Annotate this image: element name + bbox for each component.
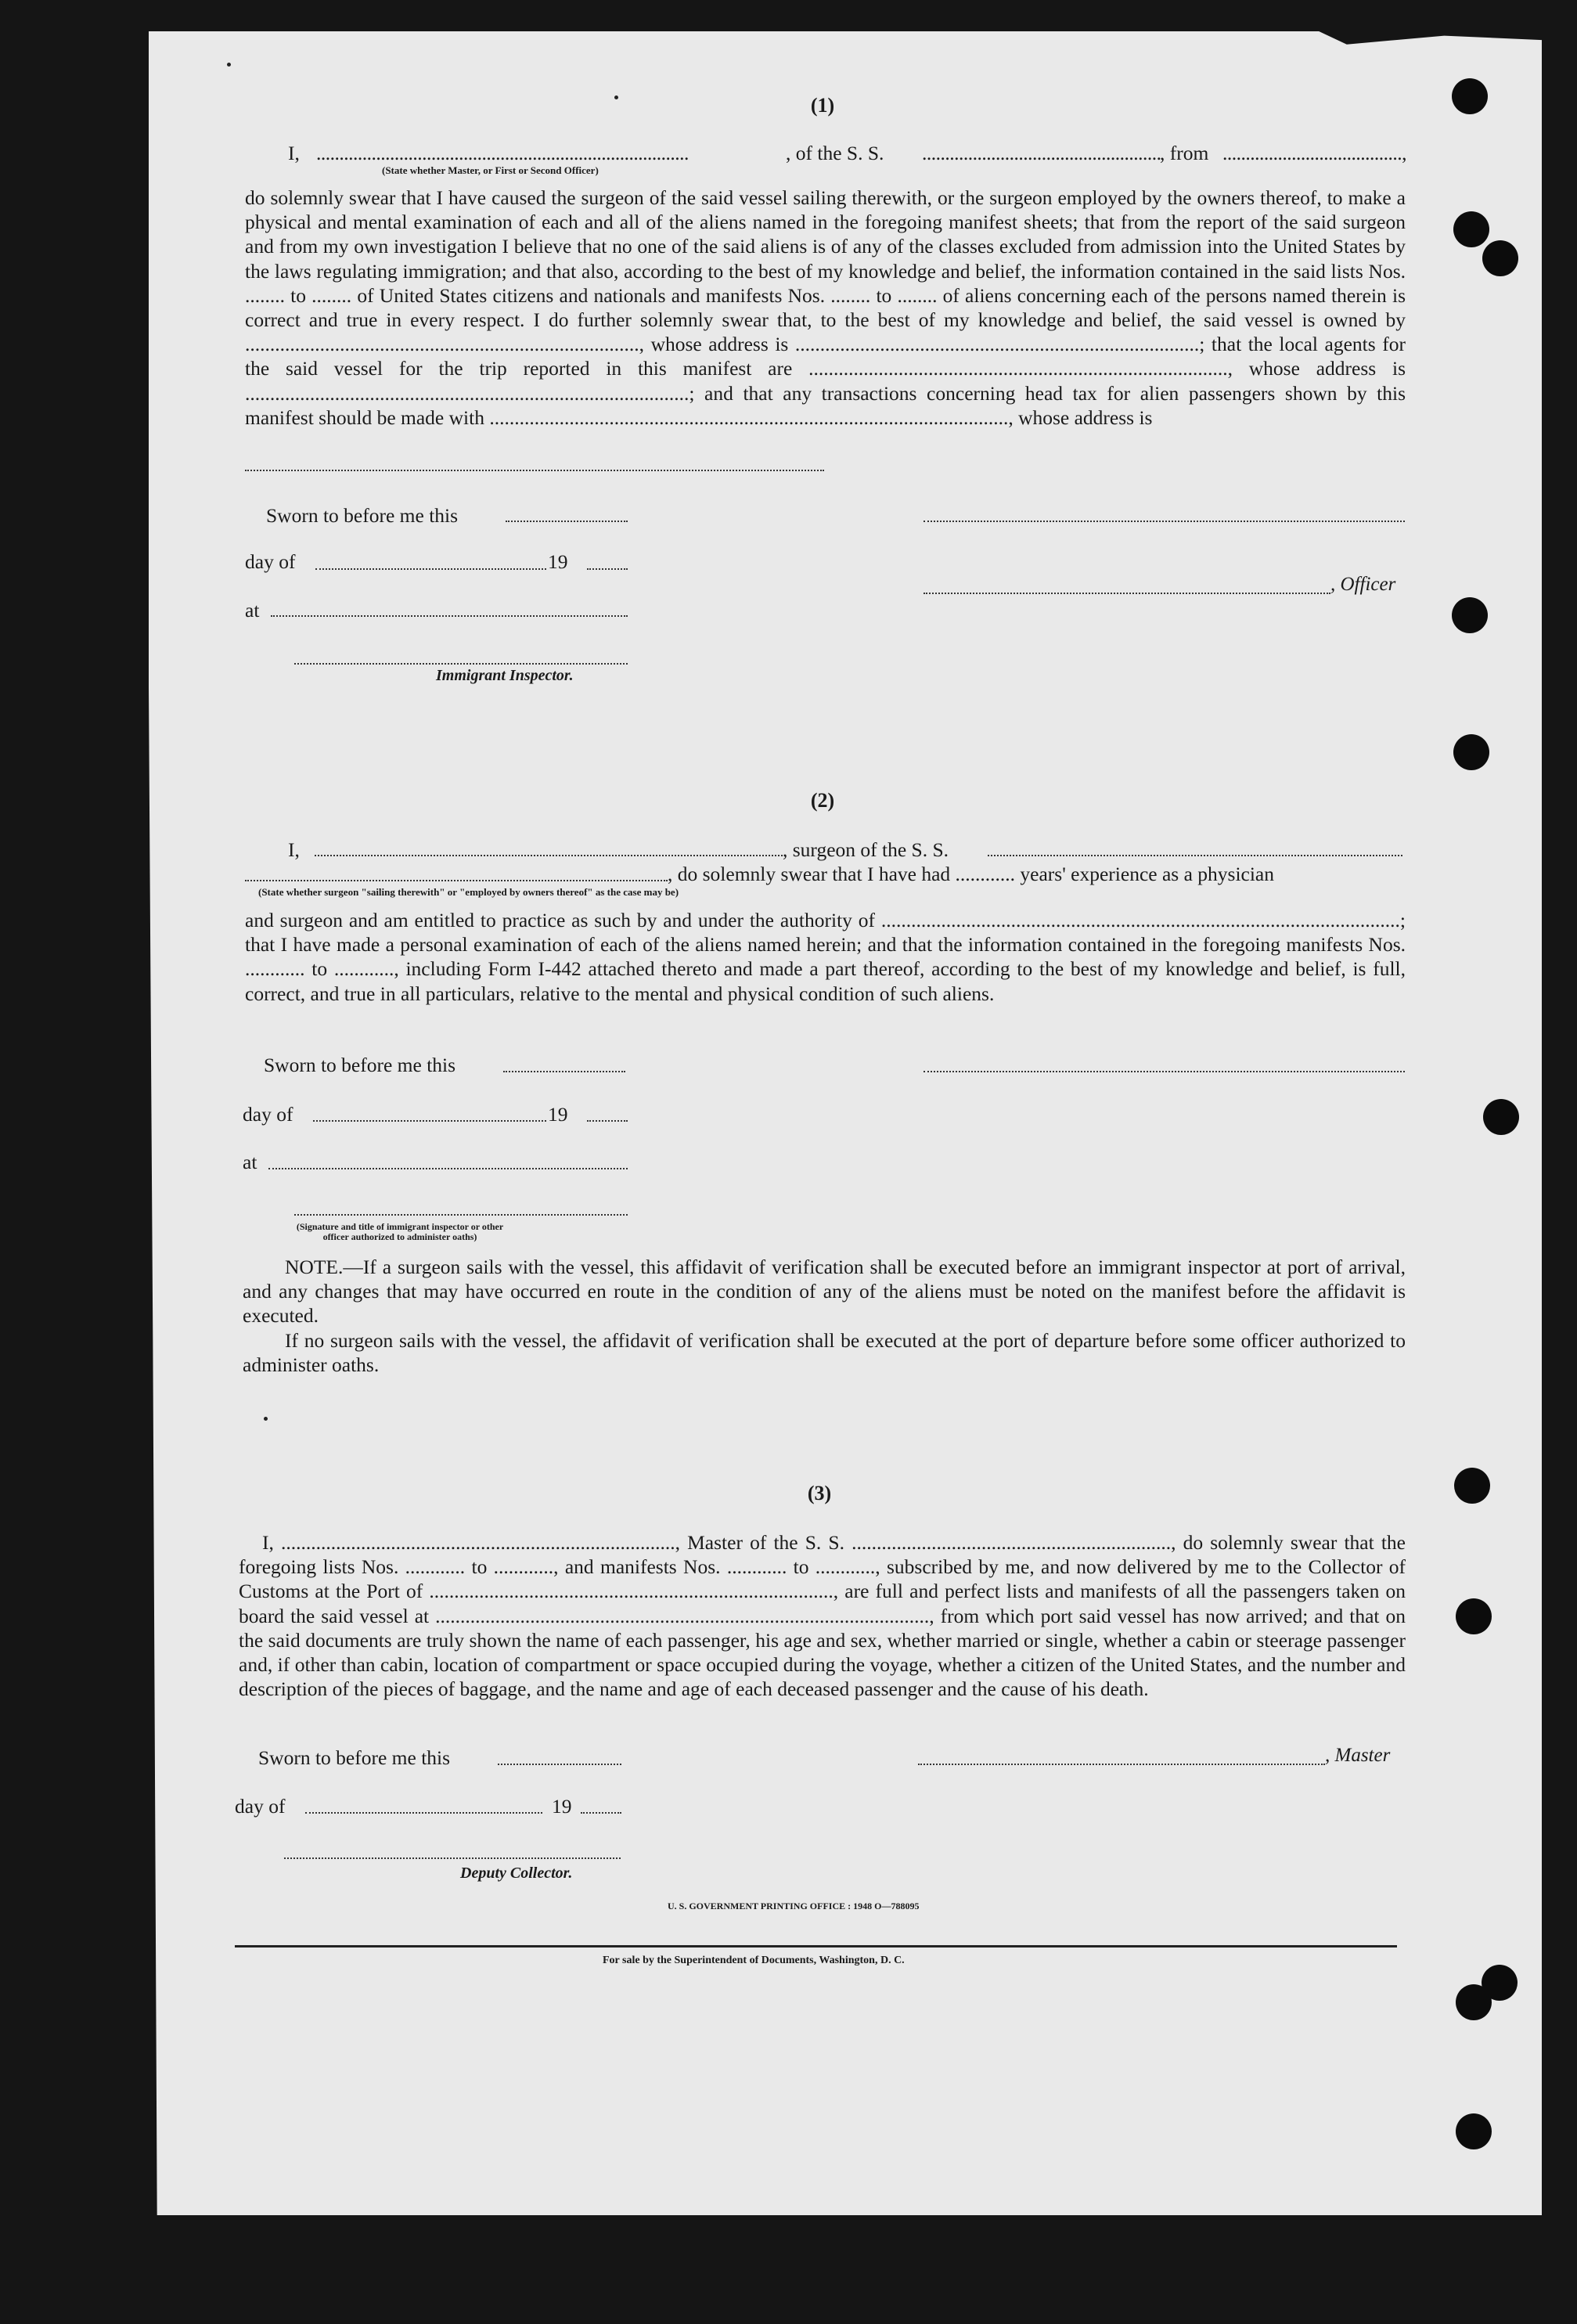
day-of-label-2: day of: [243, 1103, 293, 1126]
punch-hole: [1454, 1468, 1490, 1504]
sale-notice: For sale by the Superintendent of Documents, Washington, D. C.: [603, 1955, 905, 1966]
section-1-i: I,: [288, 142, 300, 164]
sworn-date-field-1[interactable]: [506, 521, 628, 522]
section-1-oath-text: [245, 186, 1406, 430]
section-3-number: (3): [807, 1482, 832, 1504]
surgeon-caption: (State whether surgeon "sailing therewith" or "employed by owners thereof" as the case may be): [258, 886, 679, 898]
note-paragraph-1: NOTE.—If a surgeon sails with the vessel, this affidavit of verification shall be executed before an immigrant inspector at port of arrival, and any changes that may have occurred en route in the condition of any of the aliens must be noted on the manifest before the affidavit is executed.: [243, 1256, 1406, 1328]
day-of-field-1[interactable]: [315, 568, 546, 570]
officer-name-field[interactable]: .................................................................................: [316, 142, 689, 164]
speck: [264, 1417, 268, 1421]
address-line[interactable]: [245, 470, 824, 471]
sworn-label-1: Sworn to before me this: [266, 504, 459, 527]
officer-caption: (State whether Master, or First or Second Officer): [382, 164, 599, 176]
section-2-number: (2): [810, 789, 835, 812]
section-2-i: I,: [288, 838, 300, 861]
year-label-3: 19: [552, 1795, 572, 1818]
surgeon-ship-field[interactable]: [988, 855, 1402, 856]
surgeon-type-field[interactable]: [245, 880, 668, 881]
section-2-body: and surgeon and am entitled to practice as such by and under the authority of ........................................................................................................; that I have made a personal examination of each of the aliens named herein; and that the information contained in the foregoing manifests Nos. ............ to ............, including Form I-442 attached thereto and made a part thereof, according to the best of my knowledge and belief, is full, correct, and true in all particulars, relative to the mental and physical condition of such aliens.: [245, 909, 1406, 1005]
year-label-1: 19: [548, 550, 568, 573]
punch-hole: [1483, 1099, 1519, 1135]
ship-name-field[interactable]: ....................................................: [922, 142, 1161, 164]
officer-label: , Officer: [1330, 574, 1396, 595]
sworn-date-field-3[interactable]: [498, 1764, 621, 1765]
punch-hole: [1482, 240, 1518, 276]
at-label-2: at: [243, 1151, 257, 1173]
punch-hole: [1452, 78, 1488, 114]
surgeon-signature-line[interactable]: [924, 1071, 1405, 1072]
year-label-2: 19: [548, 1103, 568, 1126]
punch-hole: [1453, 734, 1489, 770]
section-2-oath-text: [245, 908, 1406, 1006]
collector-signature-line[interactable]: [284, 1857, 621, 1859]
signature-title-caption: (Signature and title of immigrant inspector or other officer authorized to administer oaths): [296, 1221, 504, 1242]
note-paragraph-2: If no surgeon sails with the vessel, the affidavit of verification shall be executed at the port of departure before some officer authorized to administer oaths.: [243, 1328, 1406, 1376]
master-signature-line[interactable]: [918, 1764, 1325, 1765]
officer-title-line[interactable]: [924, 593, 1330, 594]
inspector-signature-line-2[interactable]: [294, 1214, 628, 1216]
surgeon-of-label: , surgeon of the S. S.: [783, 838, 949, 861]
punch-hole: [1456, 1984, 1492, 2020]
inspector-signature-line[interactable]: [294, 663, 628, 665]
day-of-label-3: day of: [235, 1795, 286, 1818]
sworn-label-2: Sworn to before me this: [264, 1054, 456, 1076]
surgeon-oath-line: , do solemnly swear that I have had ............ years' experience as a physician: [668, 863, 1274, 885]
printing-office-line: U. S. GOVERNMENT PRINTING OFFICE : 1948 O—788095: [668, 1901, 920, 1911]
speck: [614, 95, 618, 99]
section-3-body: I, ..............................................................................., Master of the S. S. ................................................................, do solemnly swear that the foregoing lists Nos. ............ to ............, and manifests Nos. ............ to ............, subscribed by me, and now delivered by me to the Collector of Customs at the Port of ................................................................................., are full and perfect lists and manifests of all the passengers taken on board the said vessel at ..................................................................................................., from which port said vessel has now arrived; and that on the said documents are truly shown the name of each passenger, his age and sex, whether married or single, whether a cabin or steerage passenger and, if other than cabin, location of compartment or space occupied during the voyage, whether a citizen of the United States, and the number and description of the pieces of baggage, and the name and age of each deceased passenger and the cause of his death.: [239, 1531, 1406, 1701]
punch-hole: [1456, 1598, 1492, 1634]
at-label-1: at: [245, 599, 260, 622]
footer-rule: [235, 1945, 1397, 1947]
sworn-date-field-2[interactable]: [503, 1071, 625, 1072]
section-1-body: do solemnly swear that I have caused the surgeon of the said vessel sailing therewith, or the surgeon employed by the owners thereof, to make a physical and mental examination of each and all of the aliens named in the foregoing manifest sheets; that from the report of the said surgeon and from my own investigation I believe that no one of the said aliens is of any of the classes excluded from admission into the United States by the laws regulating immigration; and that also, according to the best of my knowledge and belief, the information contained in the said lists Nos. ........ to ........ of United States citizens and nationals and manifests Nos. ........ to ........ of aliens concerning each of the persons named therein is correct and true in every respect. I do further solemnly swear that, to the best of my knowledge and belief, the said vessel is owned by ..............................................................................., whose address is .................................................................................; that the local agents for the said vessel for the trip reported in this manifest are ...................................................................................., whose address is .........................................................................................; and that any transactions concerning head tax for alien passengers shown by this manifest should be made with ........................................................................................................, whose address is: [245, 186, 1406, 429]
from-port-field[interactable]: .......................................,: [1222, 142, 1406, 164]
punch-hole: [1453, 211, 1489, 247]
year-field-2[interactable]: [587, 1120, 628, 1122]
at-field-2[interactable]: [268, 1168, 628, 1169]
master-label: , Master: [1325, 1745, 1391, 1766]
sworn-label-3: Sworn to before me this: [258, 1746, 451, 1769]
day-of-field-2[interactable]: [313, 1120, 546, 1122]
officer-signature-line[interactable]: [924, 521, 1405, 522]
punch-hole: [1452, 597, 1488, 633]
speck: [227, 63, 231, 67]
immigrant-inspector-label: Immigrant Inspector.: [436, 667, 574, 684]
punch-hole: [1456, 2113, 1492, 2149]
day-of-label-1: day of: [245, 550, 296, 573]
surgeon-name-field[interactable]: [315, 855, 783, 856]
year-field-1[interactable]: [587, 568, 628, 570]
at-field-1[interactable]: [271, 615, 628, 617]
from-label: , from: [1160, 142, 1209, 164]
section-1-number: (1): [810, 94, 835, 117]
note-text: [243, 1255, 1406, 1377]
day-of-field-3[interactable]: [305, 1812, 542, 1814]
section-3-oath-text: [239, 1530, 1406, 1701]
of-the-ss-label: , of the S. S.: [786, 142, 884, 164]
year-field-3[interactable]: [581, 1812, 621, 1814]
deputy-collector-label: Deputy Collector.: [460, 1865, 573, 1882]
